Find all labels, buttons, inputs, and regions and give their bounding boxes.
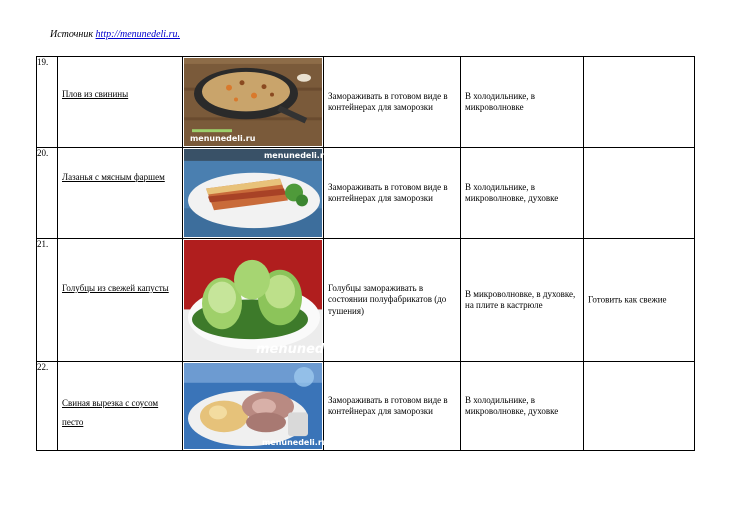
cabbage-rolls-photo bbox=[184, 240, 325, 360]
dish-name: Лазанья с мясным фаршем bbox=[62, 172, 165, 182]
freeze-instructions: Замораживать в готовом виде в контейнерах для заморозки bbox=[328, 90, 448, 112]
dish-name: Плов из свинины bbox=[62, 89, 129, 99]
watermark-text: menunedeli.ru bbox=[264, 150, 330, 160]
freeze-instructions: Замораживать в готовом виде в контейнерах для заморозки bbox=[328, 181, 448, 203]
recipe-table bbox=[36, 56, 695, 451]
reheat-instructions: В холодильнике, в микроволновке bbox=[465, 90, 536, 112]
table-row bbox=[37, 239, 695, 362]
reheat-instructions: В микроволновке, в духовке, на плите в кастрюле bbox=[465, 288, 576, 310]
source-link[interactable]: http://menunedeli.ru. bbox=[95, 29, 180, 40]
table-row bbox=[37, 362, 695, 451]
pork-tenderloin-photo bbox=[184, 363, 328, 449]
watermark-text: menunedeli.ru bbox=[190, 134, 256, 144]
dish-name: Свиная вырезка с соусом песто bbox=[62, 398, 159, 427]
table-row bbox=[37, 148, 695, 239]
watermark-text: menuned bbox=[256, 342, 325, 358]
row-number: 21. bbox=[37, 239, 58, 362]
note-text: Готовить как свежие bbox=[588, 294, 667, 305]
source-label: Источник bbox=[50, 29, 94, 40]
dish-name: Голубцы из свежей капусты bbox=[62, 283, 169, 293]
lasagna-photo bbox=[184, 149, 330, 237]
row-number: 22. bbox=[37, 362, 58, 451]
source-line bbox=[50, 29, 180, 40]
reheat-instructions: В холодильнике, в микроволновке, духовке bbox=[465, 181, 559, 203]
reheat-instructions: В холодильнике, в микроволновке, духовке bbox=[465, 394, 559, 416]
row-number: 19. bbox=[37, 57, 58, 148]
watermark-text: menunedeli.ru bbox=[262, 438, 328, 448]
freeze-instructions: Замораживать в готовом виде в контейнерах для заморозки bbox=[328, 394, 448, 416]
pork-pilaf-photo bbox=[184, 58, 322, 146]
freeze-instructions: Голубцы замораживать в состоянии полуфабрикатов (до тушения) bbox=[328, 283, 447, 316]
row-number: 20. bbox=[37, 148, 58, 239]
table-row bbox=[37, 57, 695, 148]
